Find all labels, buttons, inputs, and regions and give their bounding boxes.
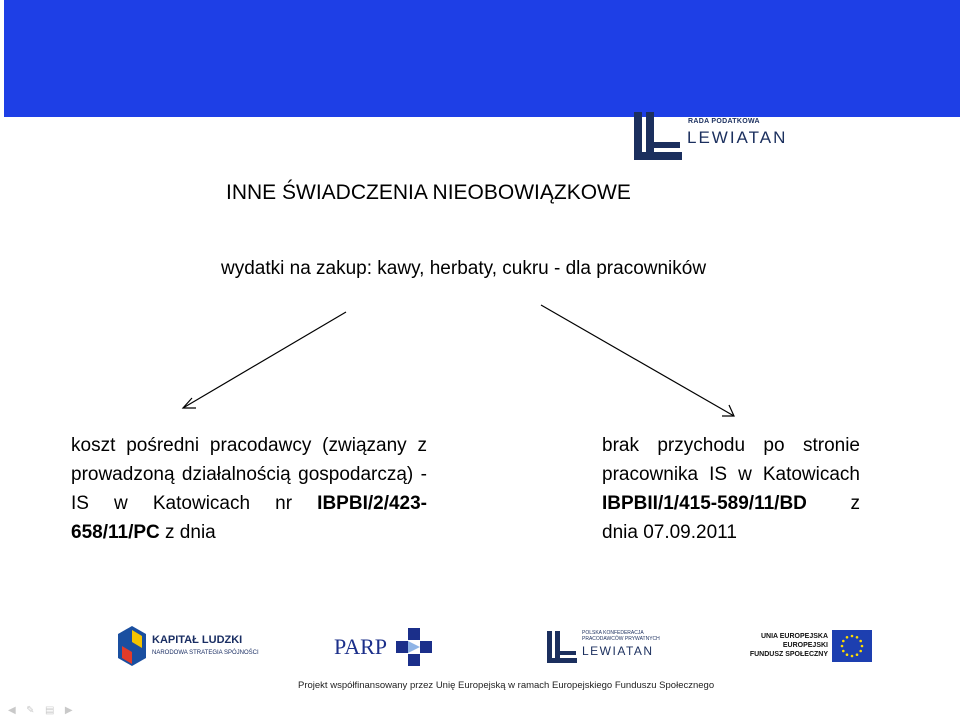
slide-subtitle: wydatki na zakup: kawy, herbaty, cukru - dla pracowników (221, 258, 707, 279)
lew-small-text: POLSKA KONFEDERACJA PRACODAWCÓW PRYWATNYCH (582, 630, 660, 642)
kl-subtitle: NARODOWA STRATEGIA SPÓJNOŚCI (152, 650, 259, 656)
left-text: koszt pośredni pracodawcy (związany z prowadzoną działalnością gospodarczą) -IS w Katowicach nr (71, 435, 427, 514)
right-conclusion (602, 431, 860, 547)
footer-caption: Projekt współfinansowany przez Unię Europejską w ramach Europejskiego Funduszu Społecznego (298, 680, 715, 691)
right-ruling-number: IBPBII/1/415-589/11/BD (602, 493, 807, 514)
nav-pen-icon[interactable]: ✎ (26, 705, 35, 716)
lewiatan-small-logo-icon (546, 628, 578, 666)
nav-prev-icon[interactable]: ◀ (8, 705, 16, 716)
logo-big-text: LEWIATAN (687, 128, 788, 147)
parp-logo-icon (396, 628, 432, 666)
kapital-ludzki-logo (118, 626, 258, 670)
slide-navigation[interactable] (8, 700, 88, 716)
eu-logo (744, 630, 874, 670)
kapital-ludzki-emblem-icon (118, 626, 146, 666)
left-tail: z dnia (165, 522, 216, 543)
footer-logos (0, 620, 960, 680)
right-text: brak przychodu po stronie pracownika IS w Katowicach (602, 435, 860, 485)
eu-flag-icon (832, 630, 872, 662)
eu-text: UNIA EUROPEJSKA EUROPEJSKI FUNDUSZ SPOŁECZNY (749, 633, 828, 658)
lew-big-text: LEWIATAN (582, 644, 654, 658)
nav-menu-icon[interactable]: ▤ (45, 705, 55, 716)
lewiatan-confederation-logo (546, 628, 666, 668)
left-ruling-number: IBPBI/2/423-658/11/PC (71, 493, 427, 543)
right-tail: z dnia 07.09.2011 (602, 493, 860, 543)
slide-title: INNE ŚWIADCZENIA NIEOBOWIĄZKOWE (226, 181, 631, 204)
parp-logo (334, 628, 434, 668)
kl-title: KAPITAŁ LUDZKI (152, 634, 243, 646)
parp-text: PARP (334, 634, 388, 659)
logo-small-text: RADA PODATKOWA (688, 118, 760, 125)
left-conclusion (71, 431, 427, 547)
arrow-right-icon (541, 305, 734, 416)
arrow-left-icon (183, 312, 346, 408)
nav-next-icon[interactable]: ▶ (64, 705, 73, 716)
